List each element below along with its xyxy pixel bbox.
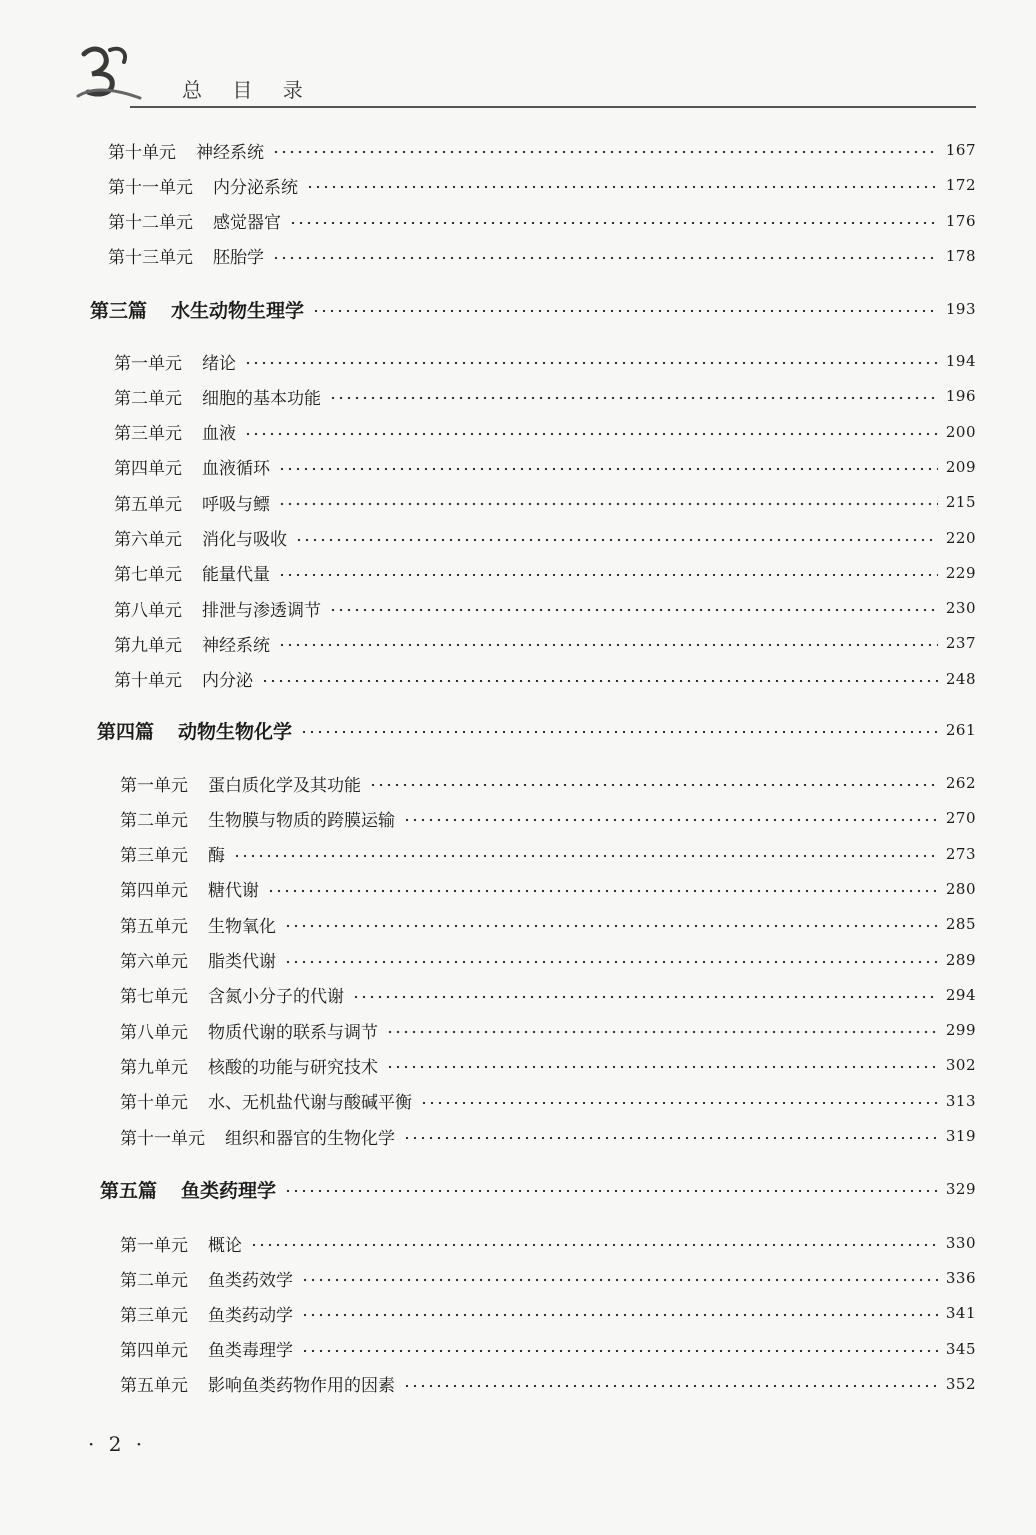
- page-ref: 329: [945, 1180, 976, 1198]
- toc-unit-row: [120, 1334, 976, 1364]
- toc-unit-row: [114, 558, 976, 588]
- dot-leader: [403, 817, 938, 823]
- unit-title: 排泄与渗透调节: [202, 600, 321, 621]
- page-ref: 229: [945, 563, 976, 582]
- toc-unit-row: [120, 1015, 976, 1045]
- page-ref: 196: [945, 387, 976, 406]
- part-title: 动物生物化学: [178, 720, 293, 743]
- unit-label: 第五单元: [120, 916, 188, 937]
- dot-leader: [289, 220, 938, 226]
- dot-leader: [250, 1242, 938, 1248]
- unit-label: 第三单元: [120, 846, 188, 867]
- dot-leader: [278, 642, 938, 648]
- unit-title: 含氮小分子的代谢: [208, 987, 344, 1008]
- unit-label: 第二单元: [120, 810, 188, 831]
- unit-title: 影响鱼类药物作用的因素: [208, 1376, 395, 1397]
- unit-label: 第十三单元: [108, 248, 193, 269]
- toc-unit-row: [114, 628, 976, 658]
- dot-leader: [312, 308, 938, 314]
- toc-unit-row: [114, 381, 976, 411]
- unit-title: 概论: [208, 1235, 242, 1256]
- dot-leader: [272, 149, 938, 155]
- dot-leader: [300, 729, 938, 735]
- unit-title: 组织和器官的生物化学: [225, 1128, 395, 1149]
- dot-leader: [278, 572, 938, 578]
- part-label: 第三篇: [90, 299, 148, 322]
- toc-unit-row: [120, 1263, 976, 1293]
- unit-title: 内分泌系统: [213, 177, 298, 198]
- toc-part-row: [100, 1174, 976, 1204]
- page-ref: 178: [945, 246, 976, 265]
- dot-leader: [306, 184, 938, 190]
- unit-title: 蛋白质化学及其功能: [208, 775, 361, 796]
- unit-title: 鱼类药效学: [208, 1270, 293, 1291]
- page-ref: 167: [945, 141, 976, 159]
- unit-label: 第三单元: [114, 424, 182, 445]
- page-ref: 262: [945, 774, 976, 792]
- unit-label: 第五单元: [120, 1376, 188, 1397]
- part-label: 第五篇: [100, 1179, 158, 1202]
- unit-label: 第六单元: [120, 952, 188, 972]
- unit-label: 第七单元: [120, 987, 188, 1008]
- unit-title: 胚胎学: [213, 248, 264, 269]
- unit-label: 第一单元: [120, 775, 188, 796]
- page-ref: 285: [945, 915, 976, 934]
- toc-unit-row: [120, 839, 976, 869]
- dot-leader: [284, 959, 938, 965]
- toc-unit-row: [114, 487, 976, 517]
- unit-title: 糖代谢: [208, 881, 259, 902]
- dot-leader: [301, 1348, 938, 1354]
- unit-title: 绪论: [202, 353, 236, 374]
- part-title: 水生动物生理学: [171, 299, 305, 322]
- toc-unit-row: [120, 1369, 976, 1399]
- unit-label: 第十单元: [108, 142, 176, 163]
- toc-unit-row: [120, 1086, 976, 1116]
- toc-unit-row: [108, 135, 976, 165]
- page-ref: 220: [945, 528, 976, 547]
- dot-leader: [244, 431, 938, 437]
- unit-label: 第一单元: [120, 1235, 188, 1256]
- dot-leader: [284, 923, 938, 929]
- page-ref: 270: [945, 809, 976, 828]
- unit-label: 第四单元: [120, 1341, 188, 1362]
- unit-label: 第十一单元: [108, 177, 193, 198]
- dot-leader: [329, 395, 938, 401]
- unit-label: 第二单元: [120, 1270, 188, 1291]
- page-ref: 336: [945, 1269, 976, 1288]
- part-title: 鱼类药理学: [181, 1179, 277, 1202]
- dot-leader: [301, 1277, 938, 1283]
- page-ref: 209: [945, 457, 976, 476]
- unit-title: 鱼类毒理学: [208, 1341, 293, 1362]
- page-ref: 294: [945, 985, 976, 1004]
- page-ref: 319: [945, 1127, 976, 1145]
- toc-unit-row: [114, 346, 976, 376]
- toc-unit-row: [108, 170, 976, 200]
- unit-title: 内分泌: [202, 671, 253, 692]
- part-label: 第四篇: [97, 720, 155, 743]
- toc-part-row: [90, 294, 976, 324]
- page-ref: 215: [945, 493, 976, 512]
- page-ref: 193: [945, 300, 976, 318]
- header-title: 总 目 录: [182, 78, 315, 102]
- toc-unit-row: [120, 980, 976, 1010]
- dot-leader: [386, 1029, 938, 1035]
- page-ref: 176: [945, 211, 976, 230]
- page-ref: 345: [945, 1339, 976, 1358]
- dot-leader: [272, 255, 938, 261]
- unit-label: 第八单元: [114, 600, 182, 621]
- toc-unit-row: [120, 1050, 976, 1080]
- unit-title: 鱼类药动学: [208, 1305, 293, 1326]
- unit-title: 神经系统: [202, 635, 270, 656]
- unit-title: 酶: [208, 846, 225, 867]
- toc-unit-row: [114, 417, 976, 447]
- toc-unit-row: [120, 768, 976, 798]
- unit-label: 第三单元: [120, 1305, 188, 1326]
- page-ref: 261: [945, 721, 976, 739]
- unit-title: 消化与吸收: [202, 530, 287, 550]
- unit-label: 第一单元: [114, 353, 182, 374]
- unit-title: 细胞的基本功能: [202, 388, 321, 409]
- unit-title: 血液: [202, 424, 236, 445]
- dot-leader: [352, 994, 938, 1000]
- page-ref: 237: [945, 634, 976, 653]
- dot-leader: [403, 1383, 938, 1389]
- page-number: · 2 ·: [88, 1432, 147, 1456]
- unit-title: 核酸的功能与研究技术: [208, 1057, 378, 1078]
- unit-label: 第十单元: [120, 1093, 188, 1114]
- toc-part-row: [97, 715, 976, 745]
- unit-title: 神经系统: [196, 142, 264, 163]
- toc-unit-row: [120, 945, 976, 975]
- dot-leader: [403, 1135, 938, 1141]
- dot-leader: [233, 853, 938, 859]
- dot-leader: [420, 1100, 938, 1106]
- unit-label: 第七单元: [114, 565, 182, 586]
- unit-label: 第十二单元: [108, 213, 193, 234]
- toc-unit-row: [120, 1228, 976, 1258]
- page-ref: 299: [945, 1021, 976, 1040]
- unit-label: 第十单元: [114, 671, 182, 692]
- unit-label: 第八单元: [120, 1022, 188, 1043]
- unit-title: 物质代谢的联系与调节: [208, 1022, 378, 1043]
- toc-unit-row: [120, 909, 976, 939]
- unit-title: 生物膜与物质的跨膜运输: [208, 810, 395, 831]
- dot-leader: [301, 1312, 938, 1318]
- toc-unit-row: [120, 803, 976, 833]
- unit-title: 生物氧化: [208, 916, 276, 937]
- toc-unit-row: [120, 1121, 976, 1151]
- page-ref: 341: [945, 1304, 976, 1323]
- unit-label: 第九单元: [114, 635, 182, 656]
- unit-title: 呼吸与鳔: [202, 494, 270, 515]
- page-ref: 330: [945, 1234, 976, 1252]
- page-ref: 194: [945, 352, 976, 370]
- page-ref: 313: [945, 1091, 976, 1110]
- page-ref: 230: [945, 599, 976, 618]
- toc-unit-row: [114, 452, 976, 482]
- unit-title: 水、无机盐代谢与酸碱平衡: [208, 1093, 412, 1114]
- toc-unit-row: [120, 1298, 976, 1328]
- unit-label: 第四单元: [120, 881, 188, 902]
- page-ref: 200: [945, 422, 976, 441]
- unit-title: 能量代量: [202, 565, 270, 586]
- unit-label: 第四单元: [114, 459, 182, 480]
- dot-leader: [244, 360, 938, 366]
- dot-leader: [284, 1188, 938, 1194]
- toc-unit-row: [108, 241, 976, 271]
- toc-unit-row: [114, 664, 976, 694]
- page-ref: 280: [945, 879, 976, 898]
- unit-label: 第五单元: [114, 494, 182, 515]
- dot-leader: [261, 678, 938, 684]
- page-ref: 248: [945, 669, 976, 688]
- unit-label: 第十一单元: [120, 1128, 205, 1149]
- unit-label: 第六单元: [114, 530, 182, 550]
- dot-leader: [369, 782, 938, 788]
- unit-title: 脂类代谢: [208, 952, 276, 972]
- page-ref: 273: [945, 844, 976, 863]
- toc-unit-row: [114, 593, 976, 623]
- unit-title: 感觉器官: [213, 213, 281, 234]
- toc-unit-row: [108, 206, 976, 236]
- page-ref: 289: [945, 950, 976, 969]
- unit-label: 第九单元: [120, 1057, 188, 1078]
- dot-leader: [278, 501, 938, 507]
- dot-leader: [295, 537, 938, 543]
- toc-unit-row: [114, 523, 976, 553]
- unit-title: 血液循环: [202, 459, 270, 480]
- page-ref: 172: [945, 176, 976, 195]
- dot-leader: [278, 466, 938, 472]
- toc-unit-row: [120, 874, 976, 904]
- dot-leader: [386, 1064, 938, 1070]
- dot-leader: [267, 888, 938, 894]
- unit-label: 第二单元: [114, 388, 182, 409]
- page-ref: 302: [945, 1056, 976, 1075]
- dot-leader: [329, 607, 938, 613]
- page-ref: 352: [945, 1374, 976, 1393]
